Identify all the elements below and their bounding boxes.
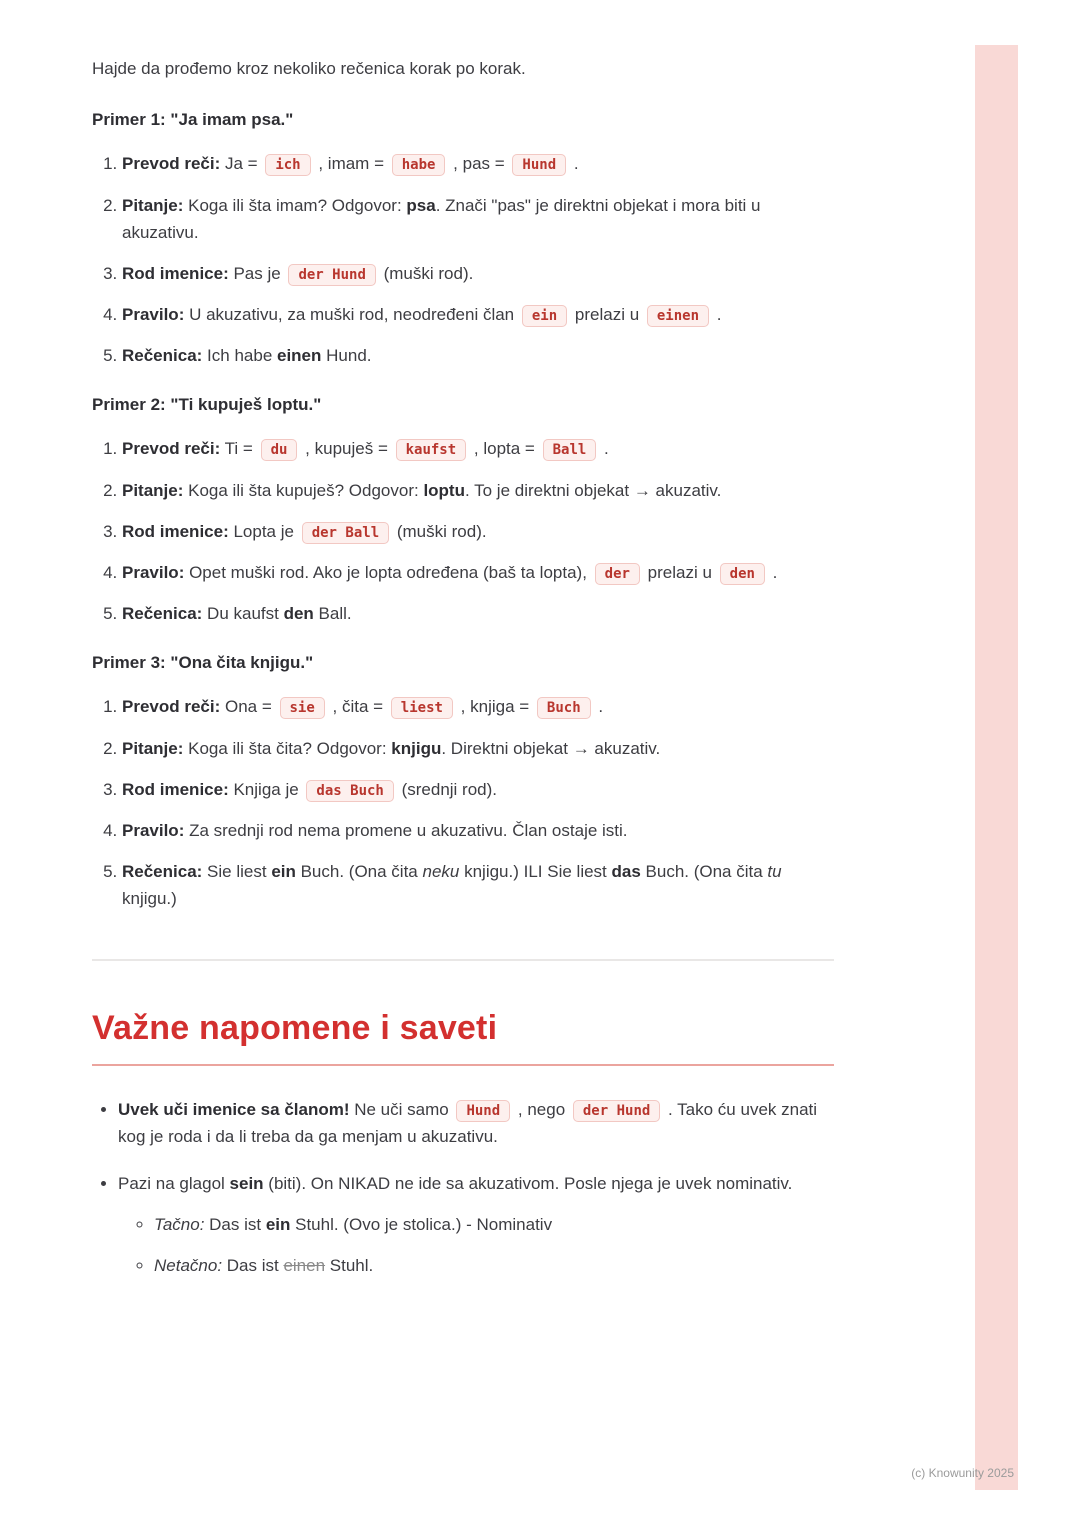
- text-segment: .: [712, 305, 722, 325]
- text-segment: Koga ili šta kupuješ? Odgovor:: [183, 480, 424, 500]
- step-item: [122, 150, 834, 177]
- step-item: [122, 518, 834, 545]
- code-chip: Buch: [537, 697, 591, 719]
- text-segment: Netačno:: [154, 1256, 223, 1276]
- step-item: [122, 192, 834, 246]
- code-chip: einen: [647, 305, 709, 327]
- text-segment: Prevod reči:: [122, 439, 221, 459]
- note-item: [118, 1096, 834, 1150]
- code-chip: den: [720, 563, 765, 585]
- step-item: [122, 693, 834, 720]
- text-segment: .: [569, 154, 579, 174]
- text-segment: U akuzativu, za muški rod, neodređeni član: [184, 305, 519, 325]
- code-chip: das Buch: [306, 780, 393, 802]
- text-segment: prelazi u: [642, 563, 717, 583]
- code-chip: der Hund: [288, 264, 375, 286]
- text-segment: Koga ili šta čita? Odgovor:: [183, 738, 392, 758]
- text-segment: Buch. (Ona čita: [295, 862, 423, 882]
- text-segment: Pravilo:: [122, 305, 185, 325]
- text-segment: Sie liest: [202, 862, 272, 882]
- step-item: [122, 477, 834, 504]
- code-chip: sie: [280, 697, 325, 719]
- text-segment: prelazi u: [570, 305, 644, 325]
- text-segment: Rod imenice:: [122, 263, 229, 283]
- text-segment: knjigu.) ILI Sie liest: [459, 862, 612, 882]
- text-segment: Lopta je: [228, 521, 299, 541]
- text-segment: . Znači "pas" je direktni objekat i mora biti u akuzativu.: [122, 195, 761, 242]
- text-segment: Opet muški rod. Ako je lopta određena (baš ta lopta),: [184, 563, 592, 583]
- text-segment: ein: [271, 862, 296, 882]
- text-segment: Tačno:: [154, 1215, 205, 1235]
- text-segment: , imam =: [313, 154, 389, 174]
- code-chip: liest: [391, 697, 453, 719]
- text-segment: , knjiga =: [455, 697, 534, 717]
- step-item: [122, 260, 834, 287]
- text-segment: Ja =: [220, 154, 263, 174]
- text-segment: einen: [283, 1256, 326, 1276]
- text-segment: Ich habe: [202, 346, 277, 366]
- example-steps-list: [92, 435, 834, 627]
- right-accent-stripe: [975, 45, 1018, 1490]
- text-segment: Hund.: [321, 346, 372, 366]
- text-segment: .: [767, 563, 778, 583]
- notes-heading-underline: [92, 1064, 834, 1066]
- step-item: [122, 301, 834, 328]
- step-item: [122, 776, 834, 803]
- code-chip: der: [595, 563, 640, 585]
- notes-heading: Važne napomene i saveti: [92, 1008, 498, 1047]
- text-segment: neku: [422, 862, 460, 882]
- text-segment: Stuhl. (Ovo je stolica.) - Nominativ: [290, 1215, 553, 1235]
- text-segment: Rečenica:: [122, 862, 203, 882]
- copyright-footer: (c) Knowunity 2025: [911, 1466, 1014, 1480]
- text-segment: Koga ili šta imam? Odgovor:: [183, 195, 407, 215]
- step-item: [122, 735, 834, 762]
- text-segment: Pitanje:: [122, 480, 184, 500]
- text-segment: sein: [229, 1173, 264, 1193]
- note-sub-list: [118, 1211, 834, 1279]
- text-segment: einen: [277, 346, 322, 366]
- text-segment: Pravilo:: [122, 563, 185, 583]
- text-segment: Rod imenice:: [122, 779, 229, 799]
- text-segment: .: [599, 439, 609, 459]
- text-segment: (srednji rod).: [396, 779, 497, 799]
- text-segment: Buch. (Ona čita: [640, 862, 768, 882]
- text-segment: Rod imenice:: [122, 521, 229, 541]
- text-segment: Pazi na glagol: [118, 1173, 230, 1193]
- text-segment: Das ist: [222, 1256, 284, 1276]
- note-item: [118, 1170, 834, 1280]
- code-chip: Hund: [512, 154, 566, 176]
- text-segment: Ona =: [220, 697, 277, 717]
- text-segment: , čita =: [327, 697, 388, 717]
- text-segment: Stuhl.: [325, 1256, 374, 1276]
- text-segment: Pravilo:: [122, 820, 185, 840]
- section-divider: [92, 959, 834, 961]
- code-chip: Hund: [456, 1100, 510, 1122]
- code-chip: der Hund: [573, 1100, 660, 1122]
- example-title: Primer 3: "Ona čita knjigu.": [92, 653, 314, 673]
- step-item: [122, 435, 834, 462]
- text-segment: Ti =: [220, 439, 258, 459]
- document-content: [92, 56, 834, 1299]
- text-segment: Pitanje:: [122, 738, 184, 758]
- text-segment: . Direktni objekat → akuzativ.: [441, 738, 661, 758]
- code-chip: du: [261, 439, 298, 461]
- text-segment: (biti). On NIKAD ne ide sa akuzativom. Posle njega je uvek nominativ.: [263, 1173, 793, 1193]
- text-segment: , nego: [513, 1099, 570, 1119]
- code-chip: ein: [522, 305, 567, 327]
- text-segment: Prevod reči:: [122, 697, 221, 717]
- examples-section: [92, 110, 834, 912]
- notes-list: [92, 1096, 834, 1280]
- code-chip: ich: [265, 154, 310, 176]
- text-segment: loptu: [423, 480, 465, 500]
- text-segment: .: [593, 697, 604, 717]
- text-segment: tu: [767, 862, 782, 882]
- text-segment: Das ist: [204, 1215, 266, 1235]
- step-item: [122, 817, 834, 844]
- code-chip: der Ball: [302, 522, 389, 544]
- text-segment: . Tako ću uvek znati kog je roda i da li treba da ga menjam u akuzativu.: [118, 1099, 818, 1146]
- text-segment: knjigu.): [122, 889, 177, 909]
- text-segment: (muški rod).: [378, 263, 474, 283]
- code-chip: Ball: [543, 439, 597, 461]
- step-item: [122, 342, 834, 369]
- text-segment: psa: [406, 195, 436, 215]
- text-segment: Du kaufst: [202, 604, 284, 624]
- text-segment: knjigu: [391, 738, 442, 758]
- text-segment: den: [283, 604, 314, 624]
- text-segment: das: [611, 862, 641, 882]
- step-item: [122, 600, 834, 627]
- text-segment: Ball.: [313, 604, 352, 624]
- text-segment: Uvek uči imenice sa članom!: [118, 1099, 350, 1119]
- code-chip: habe: [392, 154, 446, 176]
- note-sub-item: [154, 1252, 834, 1279]
- step-item: [122, 858, 834, 912]
- text-segment: Za srednji rod nema promene u akuzativu. Član ostaje isti.: [184, 820, 628, 840]
- text-segment: Rečenica:: [122, 604, 203, 624]
- text-segment: , kupuješ =: [300, 439, 393, 459]
- example-title: Primer 2: "Ti kupuješ loptu.": [92, 395, 322, 415]
- intro-paragraph: Hajde da prođemo kroz nekoliko rečenica korak po korak.: [92, 59, 526, 78]
- text-segment: , pas =: [448, 154, 510, 174]
- note-sub-item: [154, 1211, 834, 1238]
- text-segment: Ne uči samo: [349, 1099, 454, 1119]
- text-segment: Pas je: [228, 263, 286, 283]
- text-segment: Pitanje:: [122, 195, 184, 215]
- example-steps-list: [92, 693, 834, 912]
- text-segment: ein: [265, 1215, 291, 1235]
- text-segment: Prevod reči:: [122, 154, 221, 174]
- text-segment: , lopta =: [469, 439, 540, 459]
- step-item: [122, 559, 834, 586]
- text-segment: . To je direktni objekat → akuzativ.: [464, 480, 722, 500]
- example-steps-list: [92, 150, 834, 369]
- text-segment: Rečenica:: [122, 346, 203, 366]
- text-segment: Knjiga je: [228, 779, 304, 799]
- code-chip: kaufst: [396, 439, 467, 461]
- example-title: Primer 1: "Ja imam psa.": [92, 110, 294, 130]
- text-segment: (muški rod).: [392, 521, 487, 541]
